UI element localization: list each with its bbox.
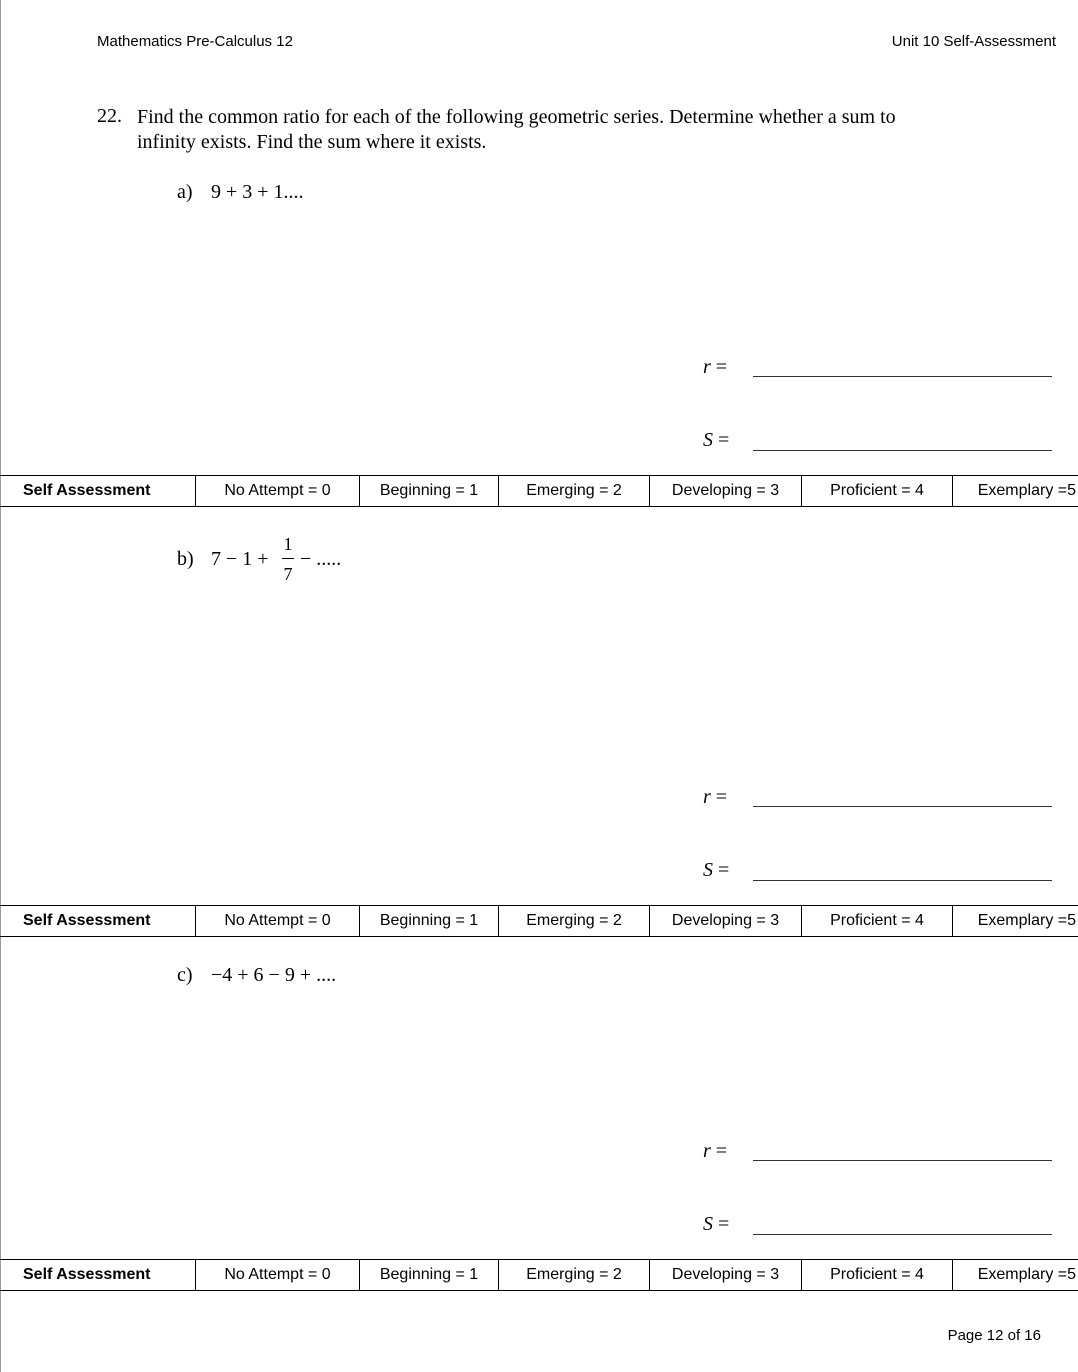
part-b-fraction-numerator: 1: [283, 534, 293, 554]
rubric-level-1[interactable]: Beginning = 1: [359, 1260, 498, 1290]
part-c-s-label: S =: [703, 1213, 730, 1235]
rubric-level-2[interactable]: Emerging = 2: [498, 906, 649, 936]
part-b-r-answer-line[interactable]: [753, 806, 1052, 807]
rubric-title: Self Assessment: [23, 1266, 151, 1283]
part-b-expression-end: − .....: [300, 548, 342, 570]
part-b-expression-start: 7 − 1 +: [211, 548, 269, 570]
question-text: Find the common ratio for each of the following geometric series. Determine whether a sum to infinity exists. Find the sum where it exists.: [137, 106, 896, 153]
part-a-expression: 9 + 3 + 1....: [211, 181, 304, 203]
part-a-label: a): [177, 181, 193, 203]
header-unit: Unit 10 Self-Assessment: [891, 33, 1056, 50]
rubric-level-4[interactable]: Proficient = 4: [801, 906, 952, 936]
page-number: Page 12 of 16: [947, 1327, 1041, 1344]
part-a-s-answer-line[interactable]: [753, 450, 1052, 451]
rubric-level-3[interactable]: Developing = 3: [649, 476, 801, 506]
rubric-level-0[interactable]: No Attempt = 0: [195, 1260, 359, 1290]
rubric-level-1[interactable]: Beginning = 1: [359, 476, 498, 506]
rubric-level-3[interactable]: Developing = 3: [649, 906, 801, 936]
question-number: 22.: [97, 105, 122, 127]
part-b-fraction-denominator: 7: [283, 564, 293, 584]
part-c-expression: −4 + 6 − 9 + ....: [211, 964, 337, 986]
rubric-title: Self Assessment: [23, 482, 151, 499]
rubric-level-0[interactable]: No Attempt = 0: [195, 476, 359, 506]
self-assessment-rubric-c: [0, 1259, 1078, 1291]
self-assessment-rubric-a: [0, 475, 1078, 507]
part-c-s-answer-line[interactable]: [753, 1234, 1052, 1235]
part-a-r-label: r =: [703, 356, 728, 378]
part-c-r-label: r =: [703, 1140, 728, 1162]
part-a-r-answer-line[interactable]: [753, 376, 1052, 377]
part-b-s-label: S =: [703, 859, 730, 881]
page-left-border: [0, 0, 1, 1372]
rubric-title: Self Assessment: [23, 912, 151, 929]
header-course: Mathematics Pre-Calculus 12: [97, 33, 293, 50]
part-c-r-answer-line[interactable]: [753, 1160, 1052, 1161]
rubric-level-5[interactable]: Exemplary =5: [952, 1260, 1078, 1290]
rubric-level-5[interactable]: Exemplary =5: [952, 906, 1078, 936]
rubric-level-1[interactable]: Beginning = 1: [359, 906, 498, 936]
rubric-level-4[interactable]: Proficient = 4: [801, 476, 952, 506]
rubric-level-0[interactable]: No Attempt = 0: [195, 906, 359, 936]
self-assessment-rubric-b: [0, 905, 1078, 937]
rubric-level-5[interactable]: Exemplary =5: [952, 476, 1078, 506]
rubric-level-3[interactable]: Developing = 3: [649, 1260, 801, 1290]
part-b-label: b): [177, 548, 194, 570]
part-a-s-label: S =: [703, 429, 730, 451]
rubric-level-2[interactable]: Emerging = 2: [498, 476, 649, 506]
part-b-r-label: r =: [703, 786, 728, 808]
part-b-fraction-bar: [282, 558, 294, 559]
rubric-level-2[interactable]: Emerging = 2: [498, 1260, 649, 1290]
rubric-level-4[interactable]: Proficient = 4: [801, 1260, 952, 1290]
part-c-label: c): [177, 964, 193, 986]
part-b-s-answer-line[interactable]: [753, 880, 1052, 881]
